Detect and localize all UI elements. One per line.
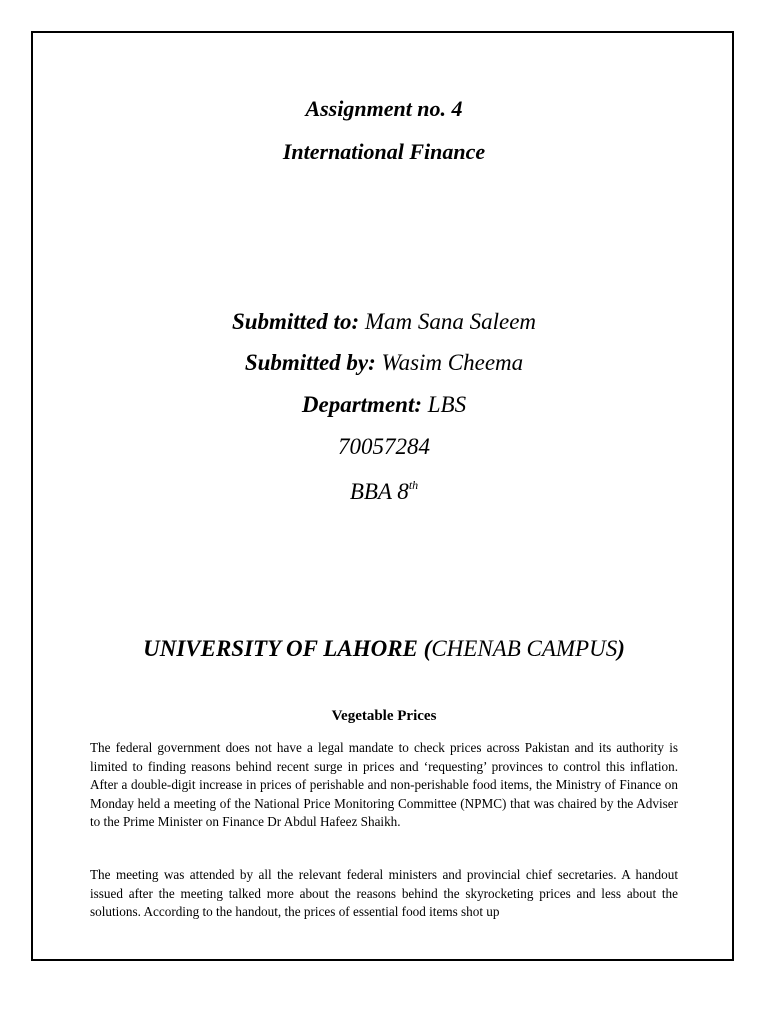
submitted-to-line — [0, 309, 768, 335]
submitted-to-value: Mam Sana Saleem — [364, 309, 537, 334]
program-suffix: th — [408, 478, 419, 492]
campus-name: CHENAB CAMPUS — [431, 636, 618, 661]
university-line — [0, 636, 768, 662]
program-line — [0, 478, 768, 505]
department-label: Department: — [301, 392, 422, 417]
submitted-to-label: Submitted to: — [231, 309, 360, 334]
department-value: LBS — [427, 392, 467, 417]
university-close-paren: ) — [617, 636, 625, 661]
university-name: UNIVERSITY OF LAHORE — [143, 636, 418, 661]
university-open-paren: ( — [423, 636, 432, 661]
submitted-by-label: Submitted by: — [244, 350, 376, 375]
program: BBA 8 — [349, 479, 409, 504]
student-id: 70057284 — [338, 434, 430, 459]
assignment-title: Assignment no. 4 — [305, 96, 463, 121]
article-paragraph: The federal government does not have a legal mandate to check prices across Pakistan and its authority is limited to finding reasons behind recent surge in prices and ‘requesting’ provinces to control this inflation. After a double-digit increase in prices of perishable and non-perishable food items, the Ministry of Finance on Monday held a meeting of the National Price Monitoring Committee (NPMC) that was chaired by the Adviser to the Prime Minister on Finance Dr Abdul Hafeez Shaikh. — [90, 740, 678, 830]
article-paragraph: The meeting was attended by all the relevant federal ministers and provincial chief secretaries. A handout issued after the meeting talked more about the reasons behind the skyrocketing prices and less about the solutions. According to the handout, the prices of essential food items shot up — [90, 867, 678, 920]
submitted-by-value: Wasim Cheema — [381, 350, 524, 375]
course-title: International Finance — [282, 139, 486, 164]
article-heading: Vegetable Prices — [331, 708, 437, 724]
department-line — [0, 392, 768, 418]
submitted-by-line — [0, 350, 768, 376]
